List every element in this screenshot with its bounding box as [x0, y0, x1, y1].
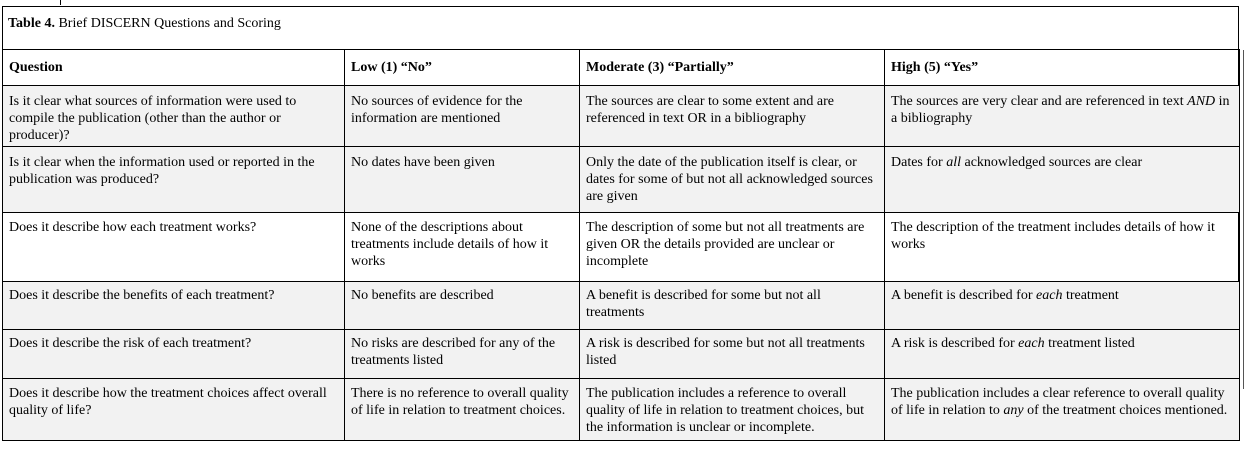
table-caption-label: Table 4. [8, 16, 55, 31]
high-emphasis: all [946, 155, 961, 170]
high-text: treatment listed [1044, 336, 1135, 351]
question-cell: Does it describe the benefits of each treatment? [3, 282, 345, 330]
high-emphasis: AND [1187, 94, 1216, 109]
question-cell: Does it describe the risk of each treatment? [3, 330, 345, 379]
moderate-cell: The description of some but not all treatments are given OR the details provided are unclear or incomplete [580, 213, 885, 282]
high-text: A risk is described for [891, 336, 1019, 351]
table-caption [8, 16, 281, 32]
low-cell: None of the descriptions about treatments include details of how it works [345, 213, 580, 282]
header-row [3, 50, 1240, 86]
page-edge-mark [60, 0, 61, 5]
table-row [3, 86, 1240, 147]
high-cell [885, 147, 1240, 213]
high-emphasis: any [1003, 403, 1024, 418]
right-margin-rule [1243, 50, 1244, 389]
discern-table [2, 49, 1240, 441]
moderate-cell: Only the date of the publication itself is clear, or dates for some of but not all acknowledged sources are given [580, 147, 885, 213]
high-emphasis: each [1018, 336, 1045, 351]
high-cell [885, 282, 1240, 330]
high-cell [885, 213, 1240, 282]
high-cell [885, 86, 1240, 147]
high-text: The publication includes a clear reference to overall quality of life in relation to [891, 386, 1225, 418]
header-moderate: Moderate (3) “Partially” [580, 50, 885, 86]
moderate-cell: A risk is described for some but not all treatments listed [580, 330, 885, 379]
high-text: of the treatment choices mentioned. [1023, 403, 1228, 418]
moderate-cell: The publication includes a reference to overall quality of life in relation to treatment choices, but the information is unclear or incomplete. [580, 379, 885, 441]
low-cell: No dates have been given [345, 147, 580, 213]
high-text: A benefit is described for [891, 288, 1037, 303]
low-cell: No sources of evidence for the information are mentioned [345, 86, 580, 147]
high-text: The sources are very clear and are referenced in text [891, 94, 1188, 109]
low-cell: No risks are described for any of the treatments listed [345, 330, 580, 379]
question-cell: Does it describe how each treatment works? [3, 213, 345, 282]
header-low: Low (1) “No” [345, 50, 580, 86]
high-text: acknowledged sources are clear [960, 155, 1143, 170]
high-emphasis: each [1036, 288, 1063, 303]
table-row [3, 213, 1240, 282]
question-cell: Is it clear what sources of information were used to compile the publication (other than the author or producer)? [3, 86, 345, 147]
header-high: High (5) “Yes” [885, 50, 1240, 86]
question-cell: Is it clear when the information used or reported in the publication was produced? [3, 147, 345, 213]
question-cell: Does it describe how the treatment choices affect overall quality of life? [3, 379, 345, 441]
low-cell: There is no reference to overall quality of life in relation to treatment choices. [345, 379, 580, 441]
high-text: in a bibliography [891, 94, 1230, 126]
low-cell: No benefits are described [345, 282, 580, 330]
table-row [3, 330, 1240, 379]
table-caption-text: Brief DISCERN Questions and Scoring [54, 16, 281, 31]
high-cell [885, 330, 1240, 379]
moderate-cell: A benefit is described for some but not all treatments [580, 282, 885, 330]
high-text: Dates for [891, 155, 947, 170]
high-cell [885, 379, 1240, 441]
high-text: treatment [1062, 288, 1119, 303]
table-row [3, 282, 1240, 330]
high-text: The description of the treatment includes details of how it works [891, 220, 1215, 252]
header-question: Question [3, 50, 345, 86]
table-row [3, 379, 1240, 441]
table-row [3, 147, 1240, 213]
moderate-cell: The sources are clear to some extent and are referenced in text OR in a bibliography [580, 86, 885, 147]
